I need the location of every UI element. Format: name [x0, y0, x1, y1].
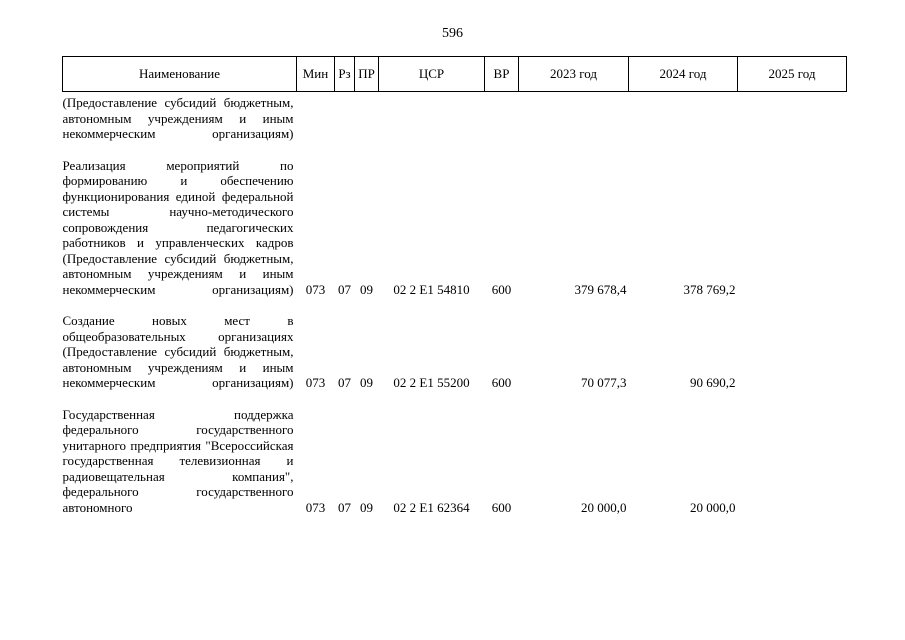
row-2024: 90 690,2: [690, 375, 736, 390]
row-csr: 02 2 Е1 62364: [393, 499, 470, 515]
row-2024: [629, 92, 738, 142]
row-2025: [738, 407, 847, 516]
row-2025: [738, 313, 847, 391]
row-min: 073: [305, 281, 326, 297]
header-csr: ЦСР: [379, 57, 485, 92]
row-2024: 20 000,0: [690, 499, 736, 515]
header-2025: 2025 год: [738, 57, 847, 92]
row-csr: [379, 92, 485, 142]
row-2023: 20 000,0: [581, 499, 627, 515]
row-rz: 07: [338, 499, 351, 515]
row-rz: 07: [338, 281, 351, 297]
row-pr: [355, 92, 379, 142]
header-vr: ВР: [485, 57, 519, 92]
row-min: 073: [305, 375, 326, 390]
table-header-row: [63, 57, 847, 92]
table-row: [63, 407, 847, 516]
header-name: Наименование: [63, 57, 297, 92]
header-2024: 2024 год: [629, 57, 738, 92]
row-vr: 600: [491, 499, 512, 515]
row-name: Государственная поддержка федерального государственного унитарного предприятия "Всероссийская государственная телевизионная и радиовещательная компания", федерального государственного автономного: [62, 406, 294, 515]
row-min: 073: [305, 499, 326, 515]
row-csr: 02 2 Е1 55200: [393, 375, 470, 390]
row-pr: 09: [360, 375, 373, 390]
row-rz: 07: [338, 375, 351, 390]
row-name: Реализация мероприятий по формированию и обеспечению функционирования единой федеральной системы научно-методического сопровождения педагогических работников и управленческих кадров (Предоставление субсидий бюджетным, автономным учреждениям и иным некоммерческим организациям): [62, 157, 294, 297]
row-rz: [335, 92, 355, 142]
header-min: Мин: [297, 57, 335, 92]
row-2024: 378 769,2: [683, 281, 736, 297]
row-2023: 379 678,4: [574, 281, 627, 297]
row-vr: [485, 92, 519, 142]
header-2023: 2023 год: [519, 57, 629, 92]
row-vr: 600: [491, 281, 512, 297]
row-vr: 600: [491, 375, 512, 390]
row-min: [297, 92, 335, 142]
row-name: (Предоставление субсидий бюджетным, автономным учреждениям и иным некоммерческим организациям): [62, 95, 294, 141]
row-2023: [519, 92, 629, 142]
budget-table: [62, 56, 847, 515]
table-row: [63, 158, 847, 298]
header-rz: Рз: [335, 57, 355, 92]
row-pr: 09: [360, 499, 373, 515]
table-row: [63, 313, 847, 391]
page-number: 596: [442, 26, 463, 41]
row-csr: 02 2 Е1 54810: [393, 281, 470, 297]
row-2025: [738, 92, 847, 142]
row-2023: 70 077,3: [581, 375, 627, 390]
row-name: Создание новых мест в общеобразовательных организациях (Предоставление субсидий бюджетным, автономным учреждениям и иным некоммерческим организациям): [62, 313, 294, 390]
table-row: [63, 92, 847, 142]
header-pr: ПР: [355, 57, 379, 92]
row-2025: [738, 158, 847, 298]
row-pr: 09: [360, 281, 373, 297]
